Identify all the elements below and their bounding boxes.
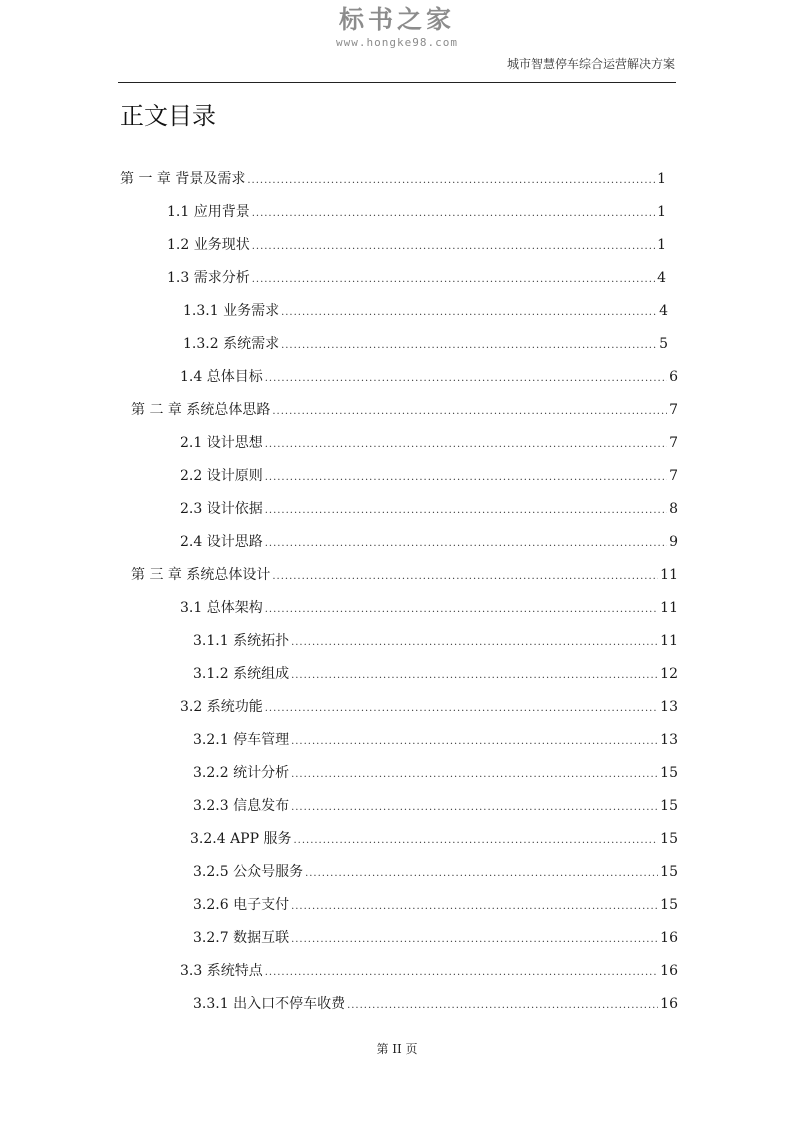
toc-entry-subsection[interactable] <box>193 661 678 683</box>
toc-entry-page: 15 <box>660 897 678 913</box>
page-number-footer: 第 II 页 <box>376 1042 418 1056</box>
toc-entry-page: 15 <box>660 765 678 781</box>
toc-entry-section[interactable] <box>167 265 666 287</box>
toc-entry-label: 1.3 需求分析 <box>167 270 250 286</box>
toc-dot-leader <box>265 504 667 518</box>
toc-entry-page: 5 <box>659 336 668 352</box>
toc-entry-page: 15 <box>660 864 678 880</box>
toc-dot-leader <box>291 801 658 815</box>
toc-entry-page: 7 <box>669 468 678 484</box>
toc-dot-leader <box>265 471 667 485</box>
toc-entry-label: 3.1 总体架构 <box>180 600 263 616</box>
toc-entry-section[interactable] <box>180 529 678 551</box>
toc-entry-page: 4 <box>659 303 668 319</box>
toc-entry-page: 11 <box>660 633 678 649</box>
toc-entry-subsection[interactable] <box>193 991 678 1013</box>
toc-dot-leader <box>291 900 658 914</box>
toc-entry-label: 1.3.1 业务需求 <box>183 303 280 319</box>
toc-entry-label: 3.2.4 APP 服务 <box>190 831 292 847</box>
toc-dot-leader <box>252 240 655 254</box>
toc-entry-subsection[interactable] <box>193 892 678 914</box>
toc-entry-page: 16 <box>660 996 678 1012</box>
toc-entry-section[interactable] <box>167 199 666 221</box>
toc-entry-label: 3.2.3 信息发布 <box>193 798 290 814</box>
toc-entry-page: 1 <box>657 204 666 220</box>
toc-entry-label: 第 二 章 系统总体思路 <box>131 402 271 418</box>
toc-entry-subsection[interactable] <box>183 331 668 353</box>
watermark <box>0 4 794 50</box>
toc-dot-leader <box>247 174 655 188</box>
toc-entry-label: 第 一 章 背景及需求 <box>120 171 246 187</box>
toc-entry-page: 15 <box>660 831 678 847</box>
toc-entry-page: 16 <box>660 930 678 946</box>
toc-dot-leader <box>347 999 658 1013</box>
toc-entry-label: 3.2.1 停车管理 <box>193 732 290 748</box>
toc-dot-leader <box>281 306 657 320</box>
toc-entry-section[interactable] <box>180 694 678 716</box>
toc-entry-chapter[interactable] <box>120 166 666 188</box>
toc-entry-label: 3.2.2 统计分析 <box>193 765 290 781</box>
header-divider <box>118 82 676 83</box>
toc-entry-page: 8 <box>669 501 678 517</box>
toc-entry-page: 13 <box>660 699 678 715</box>
toc-entry-subsection[interactable] <box>183 298 668 320</box>
toc-entry-subsection[interactable] <box>193 793 678 815</box>
toc-entry-section[interactable] <box>180 496 678 518</box>
toc-entry-label: 3.2.6 电子支付 <box>193 897 290 913</box>
toc-entry-label: 1.1 应用背景 <box>167 204 250 220</box>
toc-entry-page: 7 <box>669 435 678 451</box>
toc-dot-leader <box>291 636 658 650</box>
toc-entry-section[interactable] <box>167 232 666 254</box>
toc-entry-section[interactable] <box>180 958 678 980</box>
watermark-logo: 标书之家 <box>338 5 455 34</box>
toc-dot-leader <box>291 669 658 683</box>
toc-dot-leader <box>305 867 658 881</box>
toc-entry-section[interactable] <box>180 364 678 386</box>
toc-entry-page: 16 <box>660 963 678 979</box>
page-title: 正文目录 <box>120 102 216 130</box>
toc-dot-leader <box>291 735 658 749</box>
toc-entry-label: 3.1.2 系统组成 <box>193 666 290 682</box>
toc-entry-page: 13 <box>660 732 678 748</box>
toc-entry-subsection[interactable] <box>193 925 678 947</box>
toc-dot-leader <box>272 570 658 584</box>
toc-entry-label: 3.2 系统功能 <box>180 699 263 715</box>
toc-entry-section[interactable] <box>180 463 678 485</box>
toc-dot-leader <box>281 339 657 353</box>
toc-entry-page: 4 <box>657 270 666 286</box>
toc-entry-label: 2.4 设计思路 <box>180 534 263 550</box>
document-header-title: 城市智慧停车综合运营解决方案 <box>506 57 675 71</box>
toc-entry-label: 3.3 系统特点 <box>180 963 263 979</box>
toc-entry-page: 11 <box>660 567 678 583</box>
toc-entry-subsection[interactable] <box>193 628 678 650</box>
toc-dot-leader <box>265 537 667 551</box>
toc-entry-label: 2.2 设计原则 <box>180 468 263 484</box>
toc-dot-leader <box>265 438 667 452</box>
watermark-url: www.hongke98.com <box>336 36 458 49</box>
toc-entry-page: 15 <box>660 798 678 814</box>
toc-dot-leader <box>265 603 658 617</box>
toc-entry-label: 第 三 章 系统总体设计 <box>131 567 271 583</box>
toc-dot-leader <box>291 933 658 947</box>
toc-entry-section[interactable] <box>180 430 678 452</box>
toc-dot-leader <box>293 834 658 848</box>
toc-entry-label: 1.3.2 系统需求 <box>183 336 280 352</box>
toc-dot-leader <box>291 768 658 782</box>
toc-entry-section[interactable] <box>180 595 678 617</box>
toc-entry-page: 1 <box>657 171 666 187</box>
toc-entry-subsection[interactable] <box>190 826 678 848</box>
toc-dot-leader <box>272 405 667 419</box>
toc-entry-chapter[interactable] <box>131 562 678 584</box>
toc-dot-leader <box>265 372 667 386</box>
toc-entry-subsection[interactable] <box>193 760 678 782</box>
toc-entry-page: 6 <box>669 369 678 385</box>
toc-entry-page: 12 <box>660 666 678 682</box>
toc-entry-page: 1 <box>657 237 666 253</box>
toc-entry-label: 3.3.1 出入口不停车收费 <box>193 996 346 1012</box>
toc-entry-label: 1.4 总体目标 <box>180 369 263 385</box>
toc-entry-label: 2.1 设计思想 <box>180 435 263 451</box>
toc-dot-leader <box>252 273 655 287</box>
toc-entry-page: 9 <box>669 534 678 550</box>
toc-entry-label: 2.3 设计依据 <box>180 501 263 517</box>
toc-entry-subsection[interactable] <box>193 859 678 881</box>
toc-entry-chapter[interactable] <box>131 397 678 419</box>
toc-dot-leader <box>265 702 658 716</box>
toc-entry-label: 1.2 业务现状 <box>167 237 250 253</box>
toc-entry-page: 7 <box>669 402 678 418</box>
toc-entry-label: 3.2.7 数据互联 <box>193 930 290 946</box>
toc-entry-page: 11 <box>660 600 678 616</box>
toc-dot-leader <box>252 207 655 221</box>
toc-dot-leader <box>265 966 658 980</box>
toc-entry-label: 3.1.1 系统拓扑 <box>193 633 290 649</box>
toc-entry-subsection[interactable] <box>193 727 678 749</box>
toc-entry-label: 3.2.5 公众号服务 <box>193 864 304 880</box>
